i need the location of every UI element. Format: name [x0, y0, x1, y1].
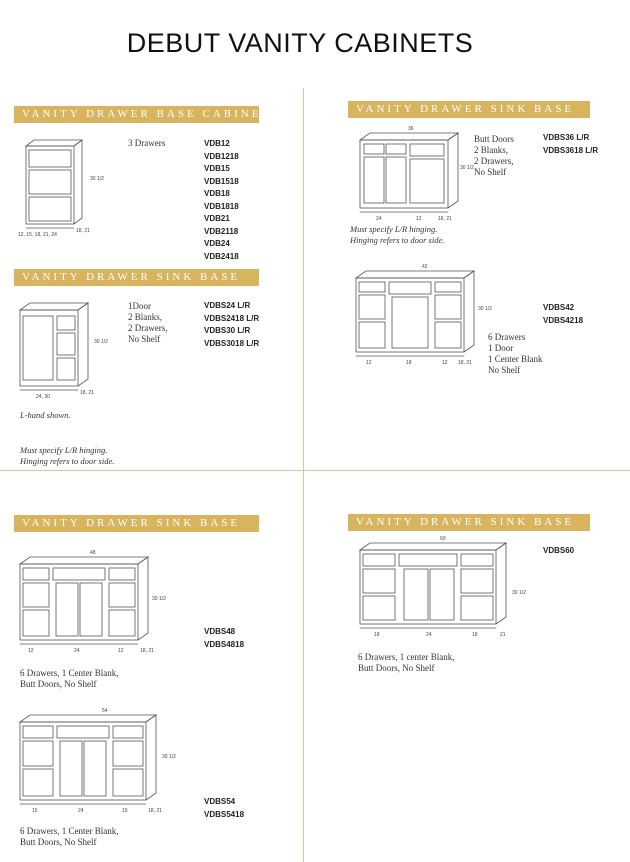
dim-height: 30 1/2	[460, 165, 474, 171]
dim-top: 48	[90, 550, 96, 556]
section-description: 3 Drawers	[128, 138, 166, 148]
dim-width: 24	[426, 632, 432, 638]
section-banner: VANITY DRAWER SINK BASE	[14, 515, 259, 532]
cabinet-drawing-vdbs60	[354, 534, 534, 646]
dim-width: 15	[122, 808, 128, 814]
hinging-note: Must specify L/R hinging. Hinging refers to door side.	[20, 445, 115, 466]
section-description: 1Door 2 Blanks, 2 Drawers, No Shelf	[128, 301, 168, 344]
model-code: VDB1518	[204, 176, 239, 186]
page-title: DEBUT VANITY CABINETS	[126, 28, 474, 58]
cabinet-drawing-vdbs48	[14, 548, 174, 663]
dim-depth: 18, 21	[80, 390, 94, 396]
model-code: VDBS48	[204, 627, 236, 636]
dim-depth: 18, 21	[458, 360, 472, 366]
model-code: VDBS4818	[204, 639, 245, 649]
model-code: VDBS5418	[204, 809, 245, 819]
section-description: 6 Drawers, 1 Center Blank, Butt Doors, No Shelf	[20, 668, 119, 689]
model-list	[543, 132, 598, 157]
model-code: VDB2418	[204, 251, 239, 261]
model-code: VDBS36 L/R	[543, 133, 590, 142]
cabinet-drawing-vdbs36	[352, 124, 472, 224]
dim-height: 30 1/2	[162, 754, 176, 760]
model-list	[204, 138, 239, 263]
dim-height: 30 1/2	[94, 339, 108, 345]
model-code: VDBS2418 L/R	[204, 313, 260, 323]
dim-width: 12	[118, 648, 124, 654]
model-code: VDBS30 L/R	[204, 326, 251, 335]
dim-width: 12	[442, 360, 448, 366]
dim-top: 60	[440, 536, 446, 542]
model-list	[204, 300, 259, 350]
cabinet-drawing-vdbs54	[14, 706, 189, 821]
dim-height: 30 1/2	[90, 176, 104, 182]
dim-width: 18	[406, 360, 412, 366]
model-list	[543, 302, 583, 327]
section-banner: VANITY DRAWER SINK BASE	[14, 269, 259, 286]
dim-width: 18	[472, 632, 478, 638]
dim-height: 30 1/2	[478, 306, 492, 312]
dim-depth: 21	[500, 632, 506, 638]
dim-width: 12	[366, 360, 372, 366]
section-description: 6 Drawers, 1 Center Blank, Butt Doors, No Shelf	[20, 826, 119, 847]
model-code: VDB24	[204, 239, 230, 248]
dim-depth: 18, 21	[438, 216, 452, 222]
handing-note: L-hand shown.	[20, 410, 71, 420]
model-code: VDB18	[204, 189, 230, 198]
model-code: VDB1818	[204, 201, 239, 211]
hinging-note: Must specify L/R hinging. Hinging refers to door side.	[350, 224, 445, 245]
dim-width: 24, 30	[36, 394, 50, 400]
dim-width: 24	[376, 216, 382, 222]
model-code: VDBS3018 L/R	[204, 338, 260, 348]
dim-depth: 18, 21	[140, 648, 154, 654]
section-banner: VANITY DRAWER BASE CABINETS	[14, 106, 259, 123]
dim-top: 42	[422, 264, 428, 270]
dim-top: 54	[102, 708, 108, 714]
model-list	[204, 626, 244, 651]
cabinet-drawing-vdbs24	[14, 298, 109, 403]
dim-width: 15	[32, 808, 38, 814]
vertical-divider	[303, 88, 304, 862]
model-code: VDB1218	[204, 151, 239, 161]
horizontal-divider	[0, 470, 630, 471]
section-banner: VANITY DRAWER SINK BASE	[348, 514, 590, 531]
section-description: 6 Drawers, 1 center Blank, Butt Doors, No Shelf	[358, 652, 455, 673]
dim-top: 36	[408, 126, 414, 132]
model-code: VDBS4218	[543, 315, 584, 325]
dim-width: 12	[28, 648, 34, 654]
model-code: VDBS42	[543, 303, 575, 312]
cabinet-drawing-vdb	[16, 134, 106, 239]
dim-depth: 18, 21	[76, 228, 90, 234]
dim-width: 18	[374, 632, 380, 638]
model-code: VDB12	[204, 139, 230, 148]
model-code: VDBS60	[543, 546, 575, 555]
dim-width: 24	[78, 808, 84, 814]
model-code: VDBS3618 L/R	[543, 145, 599, 155]
model-code: VDB2118	[204, 226, 239, 236]
section-banner: VANITY DRAWER SINK BASE	[348, 101, 590, 118]
model-list	[543, 545, 574, 558]
section-description: 6 Drawers 1 Door 1 Center Blank No Shelf	[488, 332, 543, 375]
dim-width: 12	[416, 216, 422, 222]
dim-height: 30 1/2	[512, 590, 526, 596]
dim-width: 24	[74, 648, 80, 654]
model-code: VDB15	[204, 164, 230, 173]
model-list	[204, 796, 244, 821]
dim-width: 12, 15, 18, 21, 24	[18, 232, 57, 238]
model-code: VDBS54	[204, 797, 236, 806]
dim-depth: 18, 21	[148, 808, 162, 814]
model-code: VDB21	[204, 214, 230, 223]
dim-height: 30 1/2	[152, 596, 166, 602]
cabinet-drawing-vdbs42	[350, 262, 490, 372]
model-code: VDBS24 L/R	[204, 301, 251, 310]
section-description: Butt Doors 2 Blanks, 2 Drawers, No Shelf	[474, 134, 514, 177]
